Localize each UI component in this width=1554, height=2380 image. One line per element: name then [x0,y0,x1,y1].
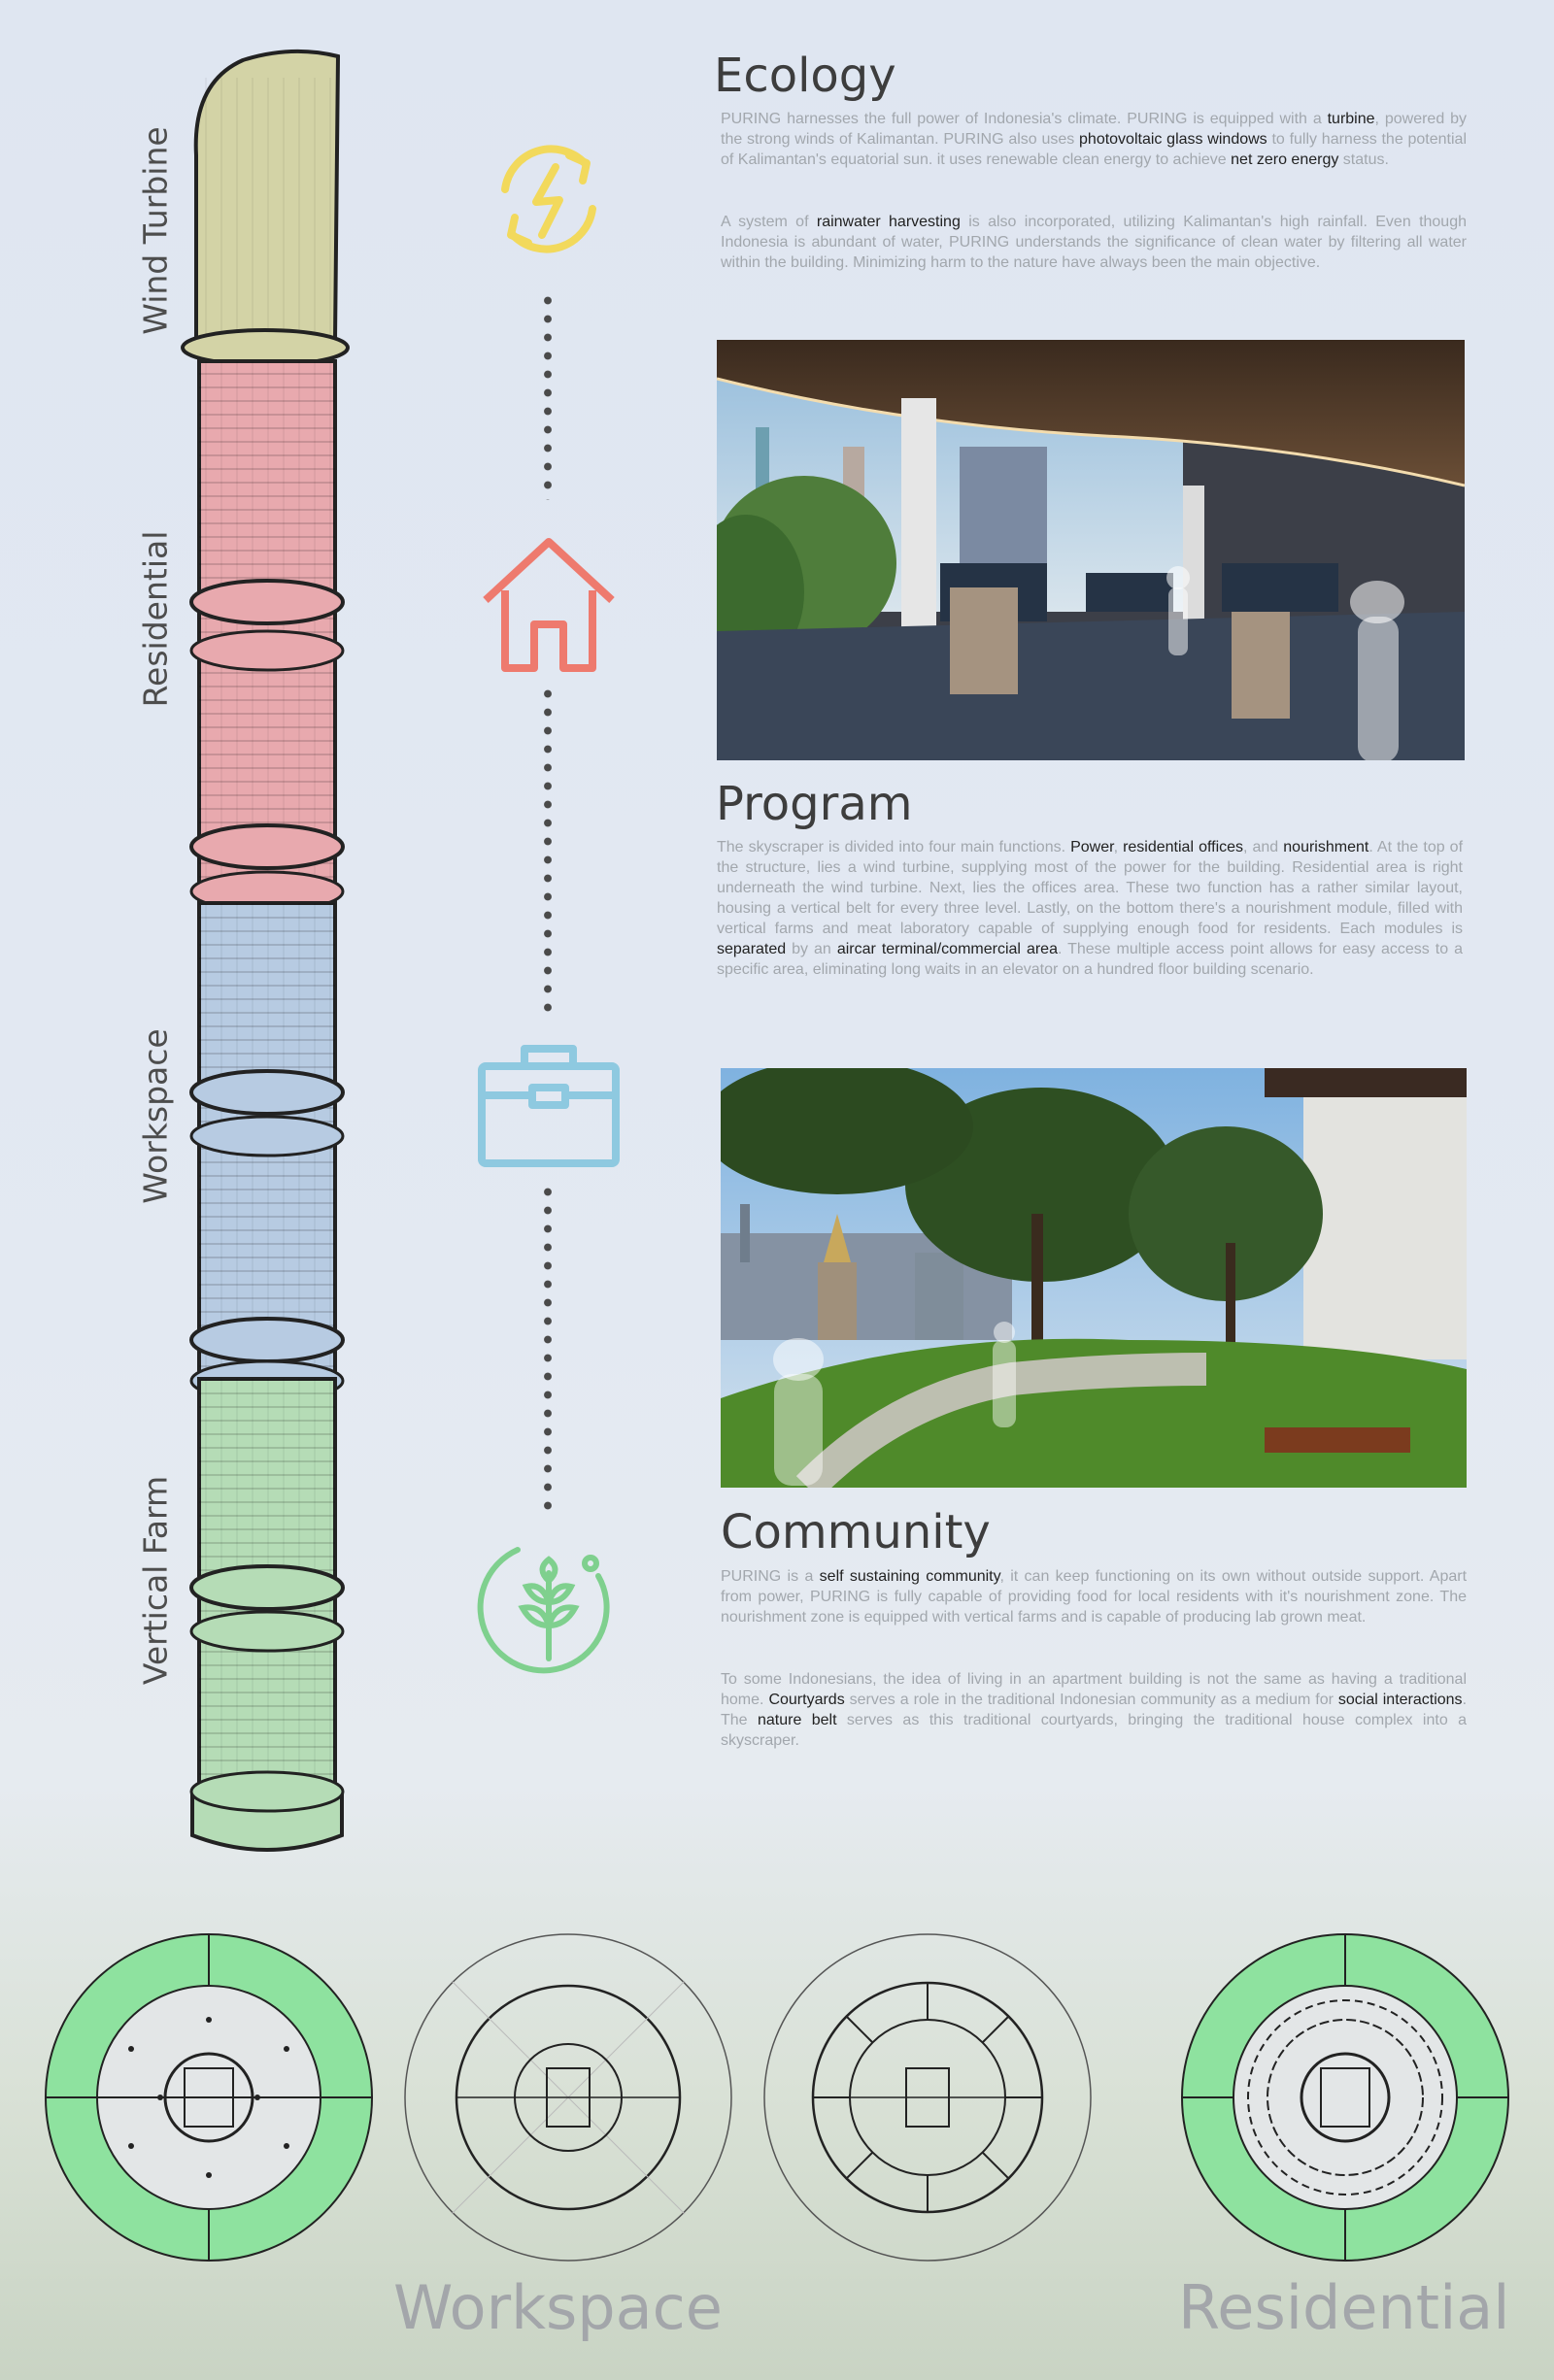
program-paragraph [717,837,1463,980]
highlight-text: social interactions [1337,1692,1463,1708]
tower-diagram [136,49,427,1874]
highlight-text: self sustaining community [819,1568,1000,1585]
residential-plan [762,1932,1093,2263]
workspace-label: Workspace [136,1028,175,1204]
highlight-text: rainwater harvesting [816,214,961,230]
body-text: , [1113,839,1124,855]
office-photo [717,340,1465,760]
highlight-text: turbine [1327,111,1375,127]
community-paragraph-2 [721,1669,1467,1751]
body-text: The skyscraper is divided into four main functions. [717,839,1071,855]
body-text: to fully harness the potential of Kalimantan's equatorial sun. it uses renewable clean energy to achieve [721,131,1467,168]
workspace-plan-label: Workspace [393,2272,723,2343]
community-paragraph-1 [721,1566,1467,1627]
ecology-paragraph-2 [721,212,1467,273]
body-text: To some Indonesians, the idea of living in an apartment building is not the same as having a traditional home. [721,1671,1467,1708]
connector-dots [543,1183,553,1513]
residential-plan-green [1180,1932,1510,2263]
body-text: by an [786,941,837,957]
body-text: , powered by the strong winds of Kalimantan. PURING also uses [721,111,1468,148]
ecology-paragraph-1 [721,109,1467,170]
body-text: , and [1243,839,1284,855]
highlight-text: Courtyards [768,1692,845,1708]
community-title: Community [721,1505,991,1559]
house-icon [476,532,622,678]
wind-turbine-section [183,51,348,365]
highlight-text: aircar terminal/commercial area [836,941,1058,957]
highlight-text: net zero energy [1231,151,1339,168]
body-text: , it can keep functioning on its own without outside support. Apart from power, PURING is fully capable of providing food for local residents with it's nourishment zone. The nourishment zone is equipped with vertical farms and is capable of producing lab grown meat. [721,1568,1468,1626]
residential-section [191,361,343,911]
workspace-plan [403,1932,733,2263]
briefcase-icon [474,1037,624,1173]
lightning-cycle-icon [476,126,622,272]
wind-turbine-label: Wind Turbine [136,126,175,335]
body-text: serves as this traditional courtyards, bringing the traditional house complex into a skyscraper. [721,1712,1468,1749]
workspace-plan-green [44,1932,374,2263]
workspace-section [191,903,343,1400]
highlight-text: offices [1199,839,1244,855]
connector-dots [543,291,553,500]
body-text: . The [721,1692,1468,1728]
body-text: is also incorporated, utilizing Kalimantan's high rainfall. Even though Indonesia is abundant of water, PURING understands the significance of clean water by filtering all water within the building. Minimizing harm to the nature have always been the main objective. [721,214,1467,271]
highlight-text: residential [1123,839,1194,855]
body-text: . These multiple access point allows for easy access to a specific area, eliminating long waits in an elevator on a hundred floor building scenario. [717,941,1464,978]
body-text: status. [1338,151,1389,168]
residential-label: Residential [136,530,175,708]
highlight-text: separated [717,941,787,957]
body-text: . At the top of the structure, lies a wind turbine, supplying most of the power for the building. Residential area is right underneath the wind turbine. Next, lies the offices area. These two function has a rather similar layout, housing a vertical belt for every three level. Lastly, on the bottom there's a nourishment module, filled with vertical farms and meat laboratory capable of supplying enough food for residents. Each modules is [717,839,1464,937]
connector-dots [543,685,553,1015]
community-photo [721,1068,1467,1488]
residential-plan-label: Residential [1178,2272,1510,2343]
program-title: Program [716,777,913,831]
body-text: serves a role in the traditional Indonesian community as a medium for [844,1692,1338,1708]
body-text: A system of [721,214,817,230]
body-text: PURING is a [721,1568,820,1585]
body-text: PURING harnesses the full power of Indonesia's climate. PURING is equipped with a [721,111,1328,127]
vertical-farm-section [191,1379,343,1850]
highlight-text: nourishment [1283,839,1369,855]
leaf-icon [474,1532,624,1682]
highlight-text: Power [1070,839,1114,855]
vertical-farm-label: Vertical Farm [136,1475,175,1686]
highlight-text: nature belt [757,1712,837,1728]
ecology-title: Ecology [714,49,896,103]
highlight-text: photovoltaic glass windows [1079,131,1267,148]
